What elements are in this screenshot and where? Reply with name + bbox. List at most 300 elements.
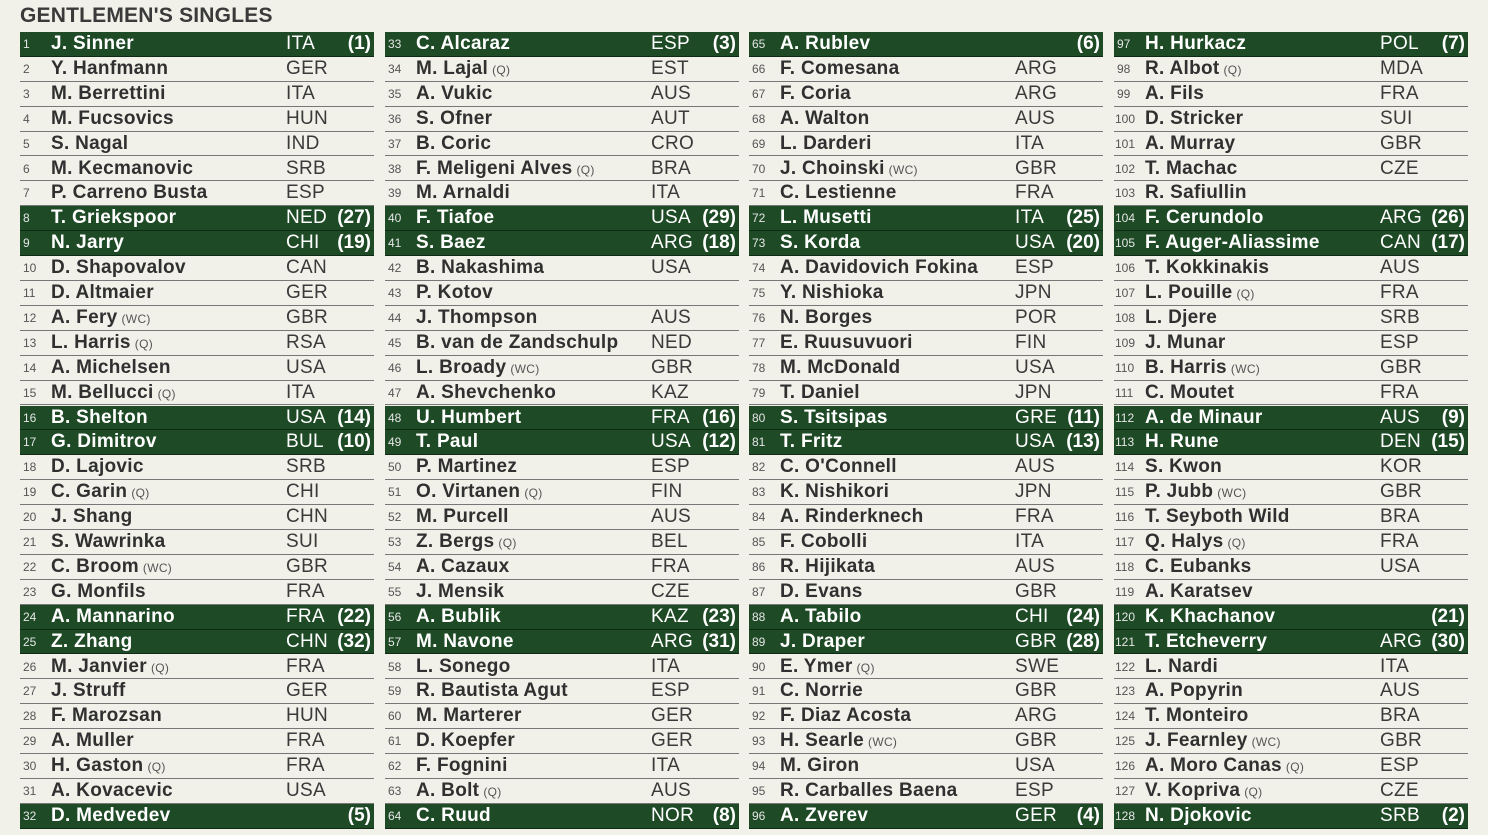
player-name bbox=[780, 382, 860, 404]
draw-position: 88 bbox=[752, 609, 766, 624]
player-name-text: P. Kotov bbox=[416, 282, 494, 303]
player-name-text: A. Fils bbox=[1145, 82, 1205, 104]
player-name bbox=[416, 182, 510, 204]
seeded-player-row bbox=[20, 630, 374, 655]
player-row bbox=[20, 281, 374, 306]
draw-position: 1 bbox=[23, 37, 30, 51]
player-name bbox=[780, 705, 911, 727]
draw-position: 64 bbox=[388, 808, 402, 823]
player-row bbox=[20, 331, 374, 356]
player-row bbox=[749, 580, 1103, 605]
player-name bbox=[416, 705, 522, 727]
player-row bbox=[385, 455, 739, 480]
seeded-player-row bbox=[1114, 430, 1468, 455]
nationality: SRB bbox=[286, 157, 326, 179]
player-name-text: A. Popyrin bbox=[1145, 680, 1244, 702]
player-name-text: L. Musetti bbox=[780, 207, 872, 229]
player-name bbox=[416, 506, 509, 528]
seeded-player-row bbox=[385, 804, 739, 829]
seeded-player-row bbox=[749, 206, 1103, 231]
seed-number: (14) bbox=[337, 406, 371, 428]
player-name-text: Z. Zhang bbox=[51, 630, 133, 652]
player-row bbox=[385, 82, 739, 107]
player-name-text: E. Ruusuvuori bbox=[780, 331, 913, 353]
player-name-text: S. Korda bbox=[780, 232, 861, 254]
nationality: FIN bbox=[1015, 331, 1047, 353]
draw-position: 81 bbox=[752, 435, 766, 450]
player-name bbox=[51, 556, 172, 578]
player-name-text: R. Carballes Baena bbox=[780, 780, 958, 801]
player-name-text: G. Monfils bbox=[51, 580, 146, 602]
nationality: FRA bbox=[286, 580, 325, 602]
player-row bbox=[749, 107, 1103, 132]
draw-position: 123 bbox=[1115, 684, 1136, 699]
player-row bbox=[749, 779, 1103, 804]
draw-position: 87 bbox=[752, 584, 766, 599]
nationality: ESP bbox=[1015, 780, 1054, 801]
player-name-text: J. Choinski bbox=[780, 157, 885, 179]
draw-position: 83 bbox=[752, 485, 766, 500]
player-row bbox=[1114, 754, 1468, 779]
seed-number: (21) bbox=[1431, 605, 1465, 627]
player-name-text: F. Cobolli bbox=[780, 531, 868, 552]
entry-tag: (Q) bbox=[856, 660, 875, 675]
seed-number: (5) bbox=[347, 804, 371, 826]
seed-number: (25) bbox=[1066, 207, 1100, 229]
nationality: GBR bbox=[1380, 481, 1423, 503]
player-name-text: T. Machac bbox=[1145, 157, 1238, 179]
nationality: ITA bbox=[286, 82, 316, 104]
player-name-text: N. Jarry bbox=[51, 232, 125, 254]
seeded-player-row bbox=[749, 32, 1103, 57]
player-name-text: M. Giron bbox=[780, 755, 860, 777]
player-name bbox=[1145, 780, 1262, 802]
nationality: KAZ bbox=[651, 381, 689, 403]
player-row bbox=[20, 729, 374, 754]
player-row bbox=[1114, 480, 1468, 505]
player-name bbox=[51, 83, 166, 105]
draw-position: 3 bbox=[23, 86, 30, 101]
nationality: GER bbox=[651, 730, 694, 752]
player-name-text: M. Arnaldi bbox=[416, 182, 511, 204]
player-name bbox=[780, 332, 913, 354]
seed-number: (32) bbox=[337, 630, 371, 652]
draw-position: 35 bbox=[388, 86, 402, 101]
nationality: GBR bbox=[1380, 730, 1423, 752]
player-name bbox=[416, 456, 517, 478]
player-row bbox=[749, 704, 1103, 729]
nationality: EST bbox=[651, 57, 689, 79]
seeded-player-row bbox=[385, 430, 739, 455]
player-name bbox=[416, 481, 543, 503]
player-name bbox=[416, 382, 556, 404]
entry-tag: (Q) bbox=[157, 386, 176, 401]
draw-position: 15 bbox=[23, 385, 37, 400]
seeded-player-row bbox=[20, 206, 374, 231]
nationality: AUS bbox=[1380, 406, 1420, 428]
nationality: SWE bbox=[1015, 655, 1060, 677]
player-name bbox=[1145, 207, 1264, 229]
player-name-text: A. Zverev bbox=[780, 804, 869, 826]
player-row bbox=[1114, 679, 1468, 704]
nationality: BRA bbox=[651, 157, 691, 179]
player-name-text: T. Monteiro bbox=[1145, 705, 1249, 727]
nationality: IND bbox=[286, 132, 320, 154]
player-name-text: A. Rublev bbox=[780, 33, 871, 54]
seed-number: (17) bbox=[1431, 232, 1465, 254]
seed-number: (28) bbox=[1066, 630, 1100, 652]
nationality: GER bbox=[286, 282, 329, 303]
player-row bbox=[385, 655, 739, 680]
draw-position: 40 bbox=[388, 211, 402, 226]
draw-position: 29 bbox=[23, 734, 37, 749]
player-name bbox=[1145, 257, 1269, 279]
nationality: GBR bbox=[286, 306, 329, 328]
draw-position: 80 bbox=[752, 410, 766, 425]
seeded-player-row bbox=[1114, 406, 1468, 431]
player-row bbox=[749, 306, 1103, 331]
entry-tag: (Q) bbox=[524, 486, 543, 501]
draw-position: 96 bbox=[752, 808, 766, 823]
player-row bbox=[20, 82, 374, 107]
entry-tag: (Q) bbox=[1236, 287, 1255, 301]
player-name bbox=[1145, 158, 1237, 180]
draw-position: 7 bbox=[23, 186, 30, 201]
nationality: BRA bbox=[1380, 506, 1420, 528]
nationality: AUS bbox=[1380, 257, 1420, 279]
player-name bbox=[1145, 556, 1251, 578]
player-name bbox=[780, 158, 918, 180]
draw-position: 119 bbox=[1115, 584, 1135, 599]
player-row bbox=[385, 480, 739, 505]
draw-position: 13 bbox=[23, 335, 37, 350]
draw-position: 102 bbox=[1115, 161, 1136, 176]
draw-position: 49 bbox=[388, 435, 402, 450]
draw-position: 86 bbox=[752, 559, 766, 574]
player-row bbox=[1114, 256, 1468, 281]
nationality: ITA bbox=[1015, 531, 1045, 552]
player-name bbox=[416, 207, 494, 229]
draw-position: 21 bbox=[23, 535, 37, 549]
draw-position: 118 bbox=[1115, 559, 1135, 574]
player-row bbox=[1114, 779, 1468, 804]
player-name-text: M. Fucsovics bbox=[51, 107, 174, 129]
player-row bbox=[1114, 356, 1468, 381]
player-name bbox=[51, 506, 133, 528]
player-name bbox=[51, 33, 134, 55]
player-name bbox=[780, 631, 865, 653]
player-name bbox=[780, 282, 884, 304]
nationality: ESP bbox=[1380, 331, 1419, 353]
player-name bbox=[1145, 232, 1320, 254]
player-name bbox=[51, 456, 144, 478]
player-name bbox=[51, 680, 125, 702]
player-row bbox=[20, 480, 374, 505]
seed-number: (18) bbox=[702, 232, 736, 254]
player-name bbox=[780, 755, 859, 777]
player-row bbox=[749, 555, 1103, 580]
nationality: FIN bbox=[651, 481, 683, 503]
seeded-player-row bbox=[20, 32, 374, 57]
entry-tag: (Q) bbox=[1227, 536, 1246, 550]
player-name bbox=[780, 481, 889, 503]
player-name-text: J. Draper bbox=[780, 630, 866, 652]
player-name bbox=[416, 656, 511, 678]
player-name bbox=[1145, 382, 1234, 404]
player-name-text: M. Purcell bbox=[416, 506, 509, 528]
player-name bbox=[780, 83, 851, 105]
player-row bbox=[749, 157, 1103, 182]
seeded-player-row bbox=[20, 605, 374, 630]
player-name-text: D. Altmaier bbox=[51, 282, 154, 303]
nationality: KAZ bbox=[651, 605, 689, 627]
player-name bbox=[1145, 332, 1226, 354]
player-name bbox=[1145, 656, 1218, 678]
player-name-text: M. Kecmanovic bbox=[51, 157, 194, 179]
nationality: USA bbox=[286, 406, 326, 428]
entry-tag: (Q) bbox=[1285, 760, 1305, 775]
player-row bbox=[20, 779, 374, 804]
seed-number: (1) bbox=[347, 33, 371, 54]
player-name-text: S. Nagal bbox=[51, 132, 129, 154]
player-name-text: J. Munar bbox=[1145, 331, 1226, 353]
player-name bbox=[51, 232, 124, 254]
player-name-text: Y. Hanfmann bbox=[51, 57, 169, 79]
player-name-text: S. Wawrinka bbox=[51, 531, 166, 552]
nationality: GER bbox=[1015, 804, 1058, 826]
draw-position: 31 bbox=[23, 784, 37, 798]
player-name bbox=[51, 182, 208, 204]
player-name bbox=[416, 606, 501, 628]
player-name bbox=[1145, 606, 1275, 628]
entry-tag: (Q) bbox=[1223, 62, 1242, 77]
player-name-text: Z. Bergs bbox=[416, 531, 495, 552]
player-name bbox=[51, 431, 157, 453]
draw-position: 101 bbox=[1115, 136, 1136, 151]
player-name-text: A. Tabilo bbox=[780, 605, 862, 627]
nationality: NED bbox=[286, 207, 328, 229]
draw-position: 78 bbox=[752, 360, 766, 375]
nationality: FRA bbox=[286, 655, 325, 677]
seeded-player-row bbox=[749, 406, 1103, 431]
player-name-text: S. Kwon bbox=[1145, 456, 1223, 478]
draw-position: 26 bbox=[23, 659, 37, 674]
draw-position: 52 bbox=[388, 510, 402, 525]
draw-position: 73 bbox=[752, 236, 766, 251]
player-name bbox=[780, 556, 875, 578]
seed-number: (27) bbox=[337, 207, 371, 229]
nationality: CZE bbox=[1380, 780, 1419, 801]
player-row bbox=[749, 356, 1103, 381]
player-row bbox=[20, 530, 374, 555]
nationality: ITA bbox=[286, 381, 316, 403]
player-row bbox=[1114, 381, 1468, 406]
player-name bbox=[1145, 108, 1243, 130]
player-row bbox=[749, 754, 1103, 779]
player-row bbox=[385, 555, 739, 580]
draw-position: 56 bbox=[388, 609, 402, 624]
nationality: USA bbox=[651, 431, 691, 453]
nationality: ITA bbox=[651, 182, 681, 204]
player-row bbox=[749, 729, 1103, 754]
player-name bbox=[780, 581, 863, 603]
draw-position: 44 bbox=[388, 310, 402, 325]
nationality: ARG bbox=[1015, 57, 1058, 79]
draw-position: 60 bbox=[388, 709, 402, 724]
draw-position: 46 bbox=[388, 360, 402, 375]
player-name bbox=[780, 357, 900, 379]
player-name bbox=[416, 158, 595, 180]
draw-position: 45 bbox=[388, 335, 402, 350]
player-row bbox=[385, 356, 739, 381]
player-name-text: M. Bellucci bbox=[51, 381, 154, 403]
player-row bbox=[1114, 132, 1468, 157]
draw-position: 43 bbox=[388, 286, 402, 300]
draw-position: 33 bbox=[388, 37, 402, 51]
draw-position: 37 bbox=[388, 136, 402, 151]
nationality: USA bbox=[1015, 755, 1055, 777]
player-name bbox=[780, 182, 897, 204]
draw-position: 97 bbox=[1117, 37, 1131, 51]
nationality: POL bbox=[1380, 33, 1419, 54]
entry-tag: (WC) bbox=[510, 361, 540, 376]
player-name-text: C. Ruud bbox=[416, 804, 491, 826]
draw-position: 103 bbox=[1115, 186, 1136, 201]
nationality: GBR bbox=[1380, 356, 1423, 378]
nationality: ITA bbox=[1015, 132, 1045, 154]
entry-tag: (Q) bbox=[134, 336, 154, 351]
player-row bbox=[1114, 704, 1468, 729]
player-name bbox=[51, 382, 176, 404]
player-name-text: N. Borges bbox=[780, 306, 873, 328]
player-name-text: F. Fognini bbox=[416, 755, 508, 777]
player-name-text: F. Cerundolo bbox=[1145, 207, 1264, 229]
player-row bbox=[385, 107, 739, 132]
player-row bbox=[385, 157, 739, 182]
player-name-text: A. Karatsev bbox=[1145, 580, 1253, 602]
nationality: SRB bbox=[286, 456, 326, 478]
player-row bbox=[749, 530, 1103, 555]
nationality: GBR bbox=[1015, 680, 1058, 702]
player-name-text: H. Searle bbox=[780, 730, 865, 752]
draw-position: 66 bbox=[752, 61, 766, 76]
player-name-text: F. Coria bbox=[780, 82, 852, 104]
player-name-text: A. Moro Canas bbox=[1145, 755, 1282, 777]
seed-number: (31) bbox=[702, 630, 736, 652]
seeded-player-row bbox=[749, 605, 1103, 630]
nationality: FRA bbox=[1015, 182, 1054, 204]
player-name bbox=[1145, 307, 1217, 329]
player-name-text: B. Shelton bbox=[51, 406, 148, 428]
player-name bbox=[780, 133, 872, 155]
player-name-text: Q. Halys bbox=[1145, 531, 1224, 552]
draw-position: 32 bbox=[23, 808, 37, 823]
player-name-text: R. Hijikata bbox=[780, 555, 876, 577]
draw-position: 68 bbox=[752, 111, 766, 126]
player-name-text: T. Daniel bbox=[780, 381, 860, 403]
player-name-text: A. Cazaux bbox=[416, 555, 510, 577]
draw-position: 125 bbox=[1115, 734, 1136, 749]
player-name-text: P. Carreno Busta bbox=[51, 182, 208, 204]
player-name-text: D. Shapovalov bbox=[51, 257, 186, 279]
draw-position: 59 bbox=[388, 684, 402, 699]
player-name bbox=[780, 531, 867, 553]
draw-position: 18 bbox=[23, 460, 37, 475]
draw-position: 10 bbox=[23, 261, 37, 276]
player-name-text: A. Kovacevic bbox=[51, 780, 173, 801]
player-name bbox=[416, 407, 521, 429]
player-name bbox=[51, 207, 176, 229]
draw-position: 42 bbox=[388, 261, 402, 276]
seed-number: (13) bbox=[1066, 431, 1100, 453]
draw-position: 54 bbox=[388, 559, 402, 574]
player-name bbox=[51, 481, 150, 503]
player-name-text: J. Shang bbox=[51, 506, 133, 528]
entry-tag: (Q) bbox=[483, 785, 502, 799]
player-name-text: M. Lajal bbox=[416, 57, 489, 79]
player-row bbox=[385, 530, 739, 555]
player-row bbox=[385, 505, 739, 530]
player-name-text: A. Bolt bbox=[416, 780, 480, 801]
player-name bbox=[416, 108, 492, 130]
player-name bbox=[1145, 282, 1255, 304]
draw-position: 110 bbox=[1115, 360, 1135, 375]
seed-number: (2) bbox=[1441, 804, 1465, 826]
player-name-text: E. Ymer bbox=[780, 655, 853, 677]
draw-position: 23 bbox=[23, 584, 37, 599]
player-name-text: B. Harris bbox=[1145, 356, 1227, 378]
nationality: DEN bbox=[1380, 431, 1422, 453]
draw-position: 51 bbox=[388, 485, 402, 500]
player-name bbox=[780, 656, 875, 678]
entry-tag: (Q) bbox=[150, 660, 170, 675]
player-row bbox=[20, 381, 374, 406]
nationality: SUI bbox=[286, 531, 319, 552]
player-name bbox=[780, 407, 888, 429]
player-name-text: C. Norrie bbox=[780, 680, 863, 702]
draw-position: 89 bbox=[752, 634, 766, 649]
draw-position: 105 bbox=[1115, 236, 1136, 251]
nationality: FRA bbox=[1380, 282, 1419, 303]
entry-tag: (WC) bbox=[1217, 486, 1247, 501]
nationality: SRB bbox=[1380, 306, 1420, 328]
nationality: ESP bbox=[651, 456, 690, 478]
draw-position: 90 bbox=[752, 659, 766, 674]
player-name bbox=[780, 257, 978, 279]
draw-position: 61 bbox=[388, 734, 402, 749]
seeded-player-row bbox=[1114, 231, 1468, 256]
player-name bbox=[780, 232, 861, 254]
draw-position: 126 bbox=[1115, 759, 1136, 774]
draw-position: 116 bbox=[1115, 510, 1135, 525]
nationality: BEL bbox=[651, 531, 688, 552]
draw-position: 93 bbox=[752, 734, 766, 749]
player-name-text: T. Etcheverry bbox=[1145, 630, 1268, 652]
draw-position: 121 bbox=[1115, 634, 1136, 649]
player-name bbox=[1145, 506, 1290, 528]
player-row bbox=[20, 754, 374, 779]
nationality: ARG bbox=[651, 232, 694, 254]
player-name bbox=[416, 357, 540, 379]
player-row bbox=[749, 281, 1103, 306]
nationality: MDA bbox=[1380, 57, 1424, 79]
seed-number: (22) bbox=[337, 605, 371, 627]
player-name bbox=[780, 456, 897, 478]
nationality: ESP bbox=[1380, 755, 1419, 777]
player-row bbox=[385, 256, 739, 281]
player-name-text: L. Harris bbox=[51, 331, 131, 353]
player-row bbox=[20, 455, 374, 480]
